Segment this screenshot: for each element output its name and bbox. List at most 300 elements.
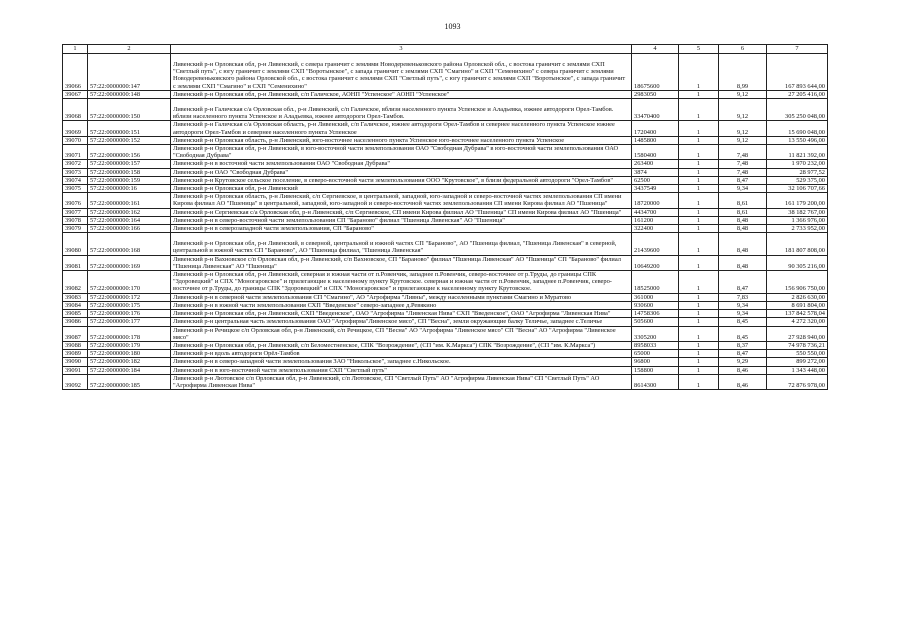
cadastral-number bbox=[88, 366, 171, 374]
cadastral-number-text: 57:22:0000000:148 bbox=[90, 90, 141, 98]
cadastral-value-sum-text: 156 906 750,00 bbox=[785, 285, 825, 293]
cadastral-value-sum-text: 2 733 952,00 bbox=[791, 225, 825, 233]
area-value bbox=[632, 293, 679, 301]
cadastral-number bbox=[88, 90, 171, 98]
row-number bbox=[63, 271, 88, 294]
cadastral-value-sum bbox=[767, 185, 828, 193]
table-row bbox=[63, 271, 828, 294]
row-number bbox=[63, 318, 88, 326]
rate-value-text: 8,47 bbox=[736, 285, 749, 293]
location-description-text: Ливенский р-н в южной части землепользования СХП "Введенское" северо-западнее д.Ревякино bbox=[173, 301, 437, 309]
column-5-value-text: 1 bbox=[696, 90, 701, 98]
area-value bbox=[632, 136, 679, 144]
location-description bbox=[171, 366, 632, 374]
location-description-text: Ливенский р-н в юго-восточной части землепользования СХП "Светлый путь" bbox=[173, 366, 387, 374]
location-description bbox=[171, 255, 632, 270]
location-description-text: Ливенский р-н центральная часть землепользования ОАО "Агрофирма"Ливенское мясо", СП "Весна", земли окружающие балку Теличье, западнее с.Теличье bbox=[173, 318, 603, 326]
cadastral-number bbox=[88, 358, 171, 366]
column-5-value bbox=[679, 208, 719, 216]
cadastral-value-sum-text: 32 106 707,66 bbox=[788, 185, 825, 193]
cadastral-value-sum bbox=[767, 366, 828, 374]
location-description-text: Ливенский р-н Орловская обл, р-н Ливенский, с/п Галичское, АОНП "Успенское" АОНП "Успенское" bbox=[173, 90, 450, 98]
row-number bbox=[63, 216, 88, 224]
column-5-value-text: 1 bbox=[696, 152, 701, 160]
cadastral-value-sum bbox=[767, 145, 828, 160]
row-number bbox=[63, 193, 88, 208]
location-description-text: Ливенский р-н Орловская обл, р-н Ливенский, северная и южная части от п.Ровенчик, западнее п.Ровенчик, северо-восточнее от р.Труды, до границы СПК "Здоровецкий" и СПХ "Моногаровское" и прилегающие к населенному пункту Крутовское. северная и южная части от п.Ровенчик, западнее п.Ровенчик, северо-восточнее от р.Труды, до границы СПК "Здоровецкий" и СПХ "Моногаровское" и прилегающие к населенному пункту Крутовское. bbox=[173, 271, 612, 293]
row-number bbox=[63, 160, 88, 168]
column-5-value-text: 1 bbox=[696, 285, 701, 293]
column-5-value-text: 1 bbox=[696, 208, 701, 216]
area-value bbox=[632, 366, 679, 374]
location-description bbox=[171, 293, 632, 301]
rate-value bbox=[719, 54, 767, 91]
row-number bbox=[63, 350, 88, 358]
cadastral-number-text: 57:22:0000000:179 bbox=[90, 341, 141, 349]
rate-value-text: 8,61 bbox=[736, 208, 749, 216]
column-5-value bbox=[679, 350, 719, 358]
cadastral-value-sum-text: 529 375,00 bbox=[796, 176, 825, 184]
area-value bbox=[632, 374, 679, 389]
rate-value-text: 9,34 bbox=[736, 310, 749, 318]
row-number bbox=[63, 54, 88, 91]
table-row bbox=[63, 350, 828, 358]
cadastral-value-sum-text: 74 978 736,21 bbox=[788, 341, 825, 349]
column-5-value bbox=[679, 185, 719, 193]
cadastral-value-sum bbox=[767, 358, 828, 366]
area-value-text: 158800 bbox=[634, 366, 654, 374]
table-row bbox=[63, 145, 828, 160]
location-description bbox=[171, 301, 632, 309]
rate-value-text: 9,29 bbox=[736, 358, 749, 366]
rate-value bbox=[719, 350, 767, 358]
location-description bbox=[171, 54, 632, 91]
column-header: 5 bbox=[679, 45, 719, 54]
column-5-value bbox=[679, 145, 719, 160]
area-value-text: 96800 bbox=[634, 358, 650, 366]
cadastral-number-text: 57:22:0000000:175 bbox=[90, 301, 141, 309]
location-description bbox=[171, 318, 632, 326]
table-row bbox=[63, 185, 828, 193]
row-number-text: 39066 bbox=[65, 82, 81, 90]
rate-value-text: 8,61 bbox=[736, 200, 749, 208]
rate-value-text: 8,99 bbox=[736, 82, 749, 90]
cadastral-value-sum bbox=[767, 99, 828, 121]
rate-value bbox=[719, 366, 767, 374]
table-row bbox=[63, 225, 828, 233]
cadastral-number-text: 57:22:0000000:172 bbox=[90, 293, 141, 301]
area-value-text: 8614300 bbox=[634, 381, 657, 389]
rate-value bbox=[719, 301, 767, 309]
row-number-text: 39080 bbox=[65, 247, 81, 255]
location-description-text: Ливенский р-н Орловская обл, р-н Ливенский, в северной, центральной и южной частях СП "Бараново", АО "Пшеница филиал, "Пшеница Ливенская" в северной, центральной и южной частях СП "Бараново", АО "Пшеница филиал, "Пшеница Ливенская" bbox=[173, 240, 617, 255]
row-number bbox=[63, 341, 88, 349]
cadastral-value-sum bbox=[767, 318, 828, 326]
cadastral-number bbox=[88, 160, 171, 168]
row-number-text: 39086 bbox=[65, 318, 81, 326]
rate-value-text: 8,48 bbox=[736, 247, 749, 255]
rate-value-text: 8,46 bbox=[736, 366, 749, 374]
row-number-text: 39071 bbox=[65, 152, 81, 160]
column-header: 4 bbox=[632, 45, 679, 54]
area-value-text: 65000 bbox=[634, 350, 650, 358]
row-number-text: 39085 bbox=[65, 310, 81, 318]
cadastral-number-text: 57:22:0000000:162 bbox=[90, 208, 141, 216]
area-value-text: 18720000 bbox=[634, 200, 660, 208]
row-number-text: 39087 bbox=[65, 333, 81, 341]
table-row bbox=[63, 326, 828, 341]
location-description-text: Ливенский р-н ОАО "Свободная Дубрава" bbox=[173, 168, 288, 176]
cadastral-value-sum bbox=[767, 350, 828, 358]
rate-value-text: 9,34 bbox=[736, 185, 749, 193]
column-5-value bbox=[679, 176, 719, 184]
rate-value bbox=[719, 271, 767, 294]
cadastral-number bbox=[88, 99, 171, 121]
row-number-text: 39092 bbox=[65, 381, 81, 389]
location-description-text: Ливенский р-н в восточной части землепользования ОАО "Свободная Дубрава" bbox=[173, 160, 390, 168]
cadastral-number-text: 57:22:0000000:161 bbox=[90, 200, 141, 208]
column-5-value bbox=[679, 271, 719, 294]
rate-value bbox=[719, 176, 767, 184]
location-description bbox=[171, 326, 632, 341]
cadastral-number bbox=[88, 341, 171, 349]
column-5-value-text: 1 bbox=[696, 350, 701, 358]
rate-value-text: 8,45 bbox=[736, 333, 749, 341]
cadastral-number bbox=[88, 121, 171, 136]
cadastral-value-sum-text: 72 876 978,00 bbox=[788, 381, 825, 389]
row-number-text: 39075 bbox=[65, 185, 81, 193]
cadastral-value-sum-text: 1 366 976,00 bbox=[791, 216, 825, 224]
column-5-value bbox=[679, 193, 719, 208]
rate-value bbox=[719, 374, 767, 389]
rate-value bbox=[719, 233, 767, 255]
row-number-text: 39076 bbox=[65, 200, 81, 208]
cadastral-number bbox=[88, 216, 171, 224]
column-5-value-text: 1 bbox=[696, 341, 701, 349]
area-value bbox=[632, 341, 679, 349]
location-description bbox=[171, 176, 632, 184]
rate-value bbox=[719, 225, 767, 233]
cadastral-number-text: 57:22:0000000:185 bbox=[90, 381, 141, 389]
table-body bbox=[63, 54, 828, 390]
area-value bbox=[632, 225, 679, 233]
table-row bbox=[63, 168, 828, 176]
cadastral-number bbox=[88, 255, 171, 270]
cadastral-number-text: 57:22:0000000:152 bbox=[90, 136, 141, 144]
location-description bbox=[171, 208, 632, 216]
cadastral-value-sum-text: 161 179 200,00 bbox=[785, 200, 825, 208]
area-value bbox=[632, 145, 679, 160]
cadastral-value-sum-text: 27 205 416,00 bbox=[788, 90, 825, 98]
cadastral-number bbox=[88, 54, 171, 91]
location-description-text: Ливенский р-н Крутовское сельское поселение, в северо-восточной части землепользования ООО "Крутовское", в близи федеральной автодороги "Орел-Тамбов" bbox=[173, 176, 613, 184]
table-header-row bbox=[63, 45, 828, 54]
cadastral-value-sum-text: 305 250 048,00 bbox=[785, 113, 825, 121]
cadastral-number-text: 57:22:0000000:164 bbox=[90, 216, 141, 224]
table-row bbox=[63, 341, 828, 349]
column-5-value-text: 1 bbox=[696, 113, 701, 121]
cadastral-number bbox=[88, 271, 171, 294]
area-value-text: 33470400 bbox=[634, 113, 660, 121]
cadastral-value-sum-text: 11 821 392,00 bbox=[788, 152, 825, 160]
table-row bbox=[63, 208, 828, 216]
area-value-text: 62500 bbox=[634, 176, 650, 184]
row-number-text: 39079 bbox=[65, 225, 81, 233]
row-number bbox=[63, 233, 88, 255]
column-5-value-text: 1 bbox=[696, 160, 701, 168]
rate-value-text: 8,45 bbox=[736, 318, 749, 326]
rate-value bbox=[719, 136, 767, 144]
rate-value-text: 7,48 bbox=[736, 168, 749, 176]
area-value bbox=[632, 208, 679, 216]
cadastral-number-text: 57:22:0000000:158 bbox=[90, 168, 141, 176]
location-description-text: Ливенский р-н вдоль автодороги Орёл-Тамбов bbox=[173, 350, 300, 358]
rate-value bbox=[719, 293, 767, 301]
cadastral-value-sum-text: 38 182 767,00 bbox=[788, 208, 825, 216]
column-5-value bbox=[679, 99, 719, 121]
column-5-value bbox=[679, 326, 719, 341]
cadastral-value-sum bbox=[767, 301, 828, 309]
column-5-value bbox=[679, 136, 719, 144]
cadastral-number-text: 57:22:0000000:166 bbox=[90, 225, 141, 233]
row-number-text: 39083 bbox=[65, 293, 81, 301]
cadastral-value-sum-text: 550 550,00 bbox=[796, 350, 825, 358]
column-5-value-text: 1 bbox=[696, 216, 701, 224]
rate-value bbox=[719, 326, 767, 341]
cadastral-value-sum-text: 137 842 578,04 bbox=[785, 310, 825, 318]
table-row bbox=[63, 54, 828, 91]
row-number bbox=[63, 366, 88, 374]
area-value bbox=[632, 99, 679, 121]
area-value bbox=[632, 176, 679, 184]
table-row bbox=[63, 90, 828, 98]
cadastral-number-text: 57:22:0000000:177 bbox=[90, 318, 141, 326]
rate-value-text: 9,34 bbox=[736, 301, 749, 309]
row-number-text: 39068 bbox=[65, 113, 81, 121]
row-number-text: 39073 bbox=[65, 168, 81, 176]
column-5-value bbox=[679, 358, 719, 366]
location-description-text: Ливенский р-н в северозападной части землепользования, СП "Бараново" bbox=[173, 225, 374, 233]
table-row bbox=[63, 121, 828, 136]
rate-value-text: 7,83 bbox=[736, 293, 749, 301]
column-5-value bbox=[679, 341, 719, 349]
cadastral-number bbox=[88, 326, 171, 341]
land-register-table bbox=[62, 44, 828, 390]
rate-value-text: 8,48 bbox=[736, 225, 749, 233]
column-5-value bbox=[679, 233, 719, 255]
cadastral-value-sum bbox=[767, 121, 828, 136]
rate-value bbox=[719, 358, 767, 366]
column-5-value-text: 1 bbox=[696, 358, 701, 366]
rate-value-text: 7,48 bbox=[736, 152, 749, 160]
location-description bbox=[171, 310, 632, 318]
area-value bbox=[632, 54, 679, 91]
area-value bbox=[632, 301, 679, 309]
cadastral-value-sum bbox=[767, 225, 828, 233]
row-number-text: 39069 bbox=[65, 128, 81, 136]
table-row bbox=[63, 293, 828, 301]
cadastral-number bbox=[88, 293, 171, 301]
location-description-text: Ливенский р-н Сергиевская с/а Орловская обл, р-н Ливенский, с/п Сергиевское, СП имени Кирова филиал АО "Пшеница" СП имени Кирова филиал АО "Пшеница" bbox=[173, 208, 622, 216]
cadastral-value-sum bbox=[767, 208, 828, 216]
rate-value bbox=[719, 168, 767, 176]
column-5-value bbox=[679, 160, 719, 168]
row-number-text: 39078 bbox=[65, 216, 81, 224]
row-number-text: 39091 bbox=[65, 366, 81, 374]
area-value bbox=[632, 350, 679, 358]
cadastral-value-sum-text: 1 970 232,00 bbox=[791, 160, 825, 168]
cadastral-number bbox=[88, 225, 171, 233]
row-number-text: 39077 bbox=[65, 208, 81, 216]
cadastral-value-sum bbox=[767, 271, 828, 294]
row-number bbox=[63, 326, 88, 341]
cadastral-value-sum-text: 15 690 048,00 bbox=[788, 128, 825, 136]
row-number-text: 39090 bbox=[65, 358, 81, 366]
cadastral-number-text: 57:22:0000000:159 bbox=[90, 176, 141, 184]
cadastral-number-text: 57:22:0000000:147 bbox=[90, 82, 141, 90]
rate-value-text: 9,12 bbox=[736, 90, 749, 98]
location-description bbox=[171, 216, 632, 224]
row-number bbox=[63, 374, 88, 389]
location-description bbox=[171, 341, 632, 349]
column-5-value-text: 1 bbox=[696, 185, 701, 193]
cadastral-number-text: 57:22:0000000:151 bbox=[90, 128, 141, 136]
row-number bbox=[63, 301, 88, 309]
area-value-text: 4434700 bbox=[634, 208, 657, 216]
cadastral-value-sum-text: 899 272,00 bbox=[796, 358, 825, 366]
row-number bbox=[63, 136, 88, 144]
cadastral-number-text: 57:22:0000000:176 bbox=[90, 310, 141, 318]
cadastral-number-text: 57:22:0000000:156 bbox=[90, 152, 141, 160]
cadastral-number-text: 57:22:0000000:169 bbox=[90, 262, 141, 270]
row-number bbox=[63, 225, 88, 233]
column-5-value bbox=[679, 225, 719, 233]
cadastral-number bbox=[88, 185, 171, 193]
cadastral-number bbox=[88, 208, 171, 216]
rate-value-text: 8,48 bbox=[736, 262, 749, 270]
row-number bbox=[63, 185, 88, 193]
row-number bbox=[63, 293, 88, 301]
location-description bbox=[171, 121, 632, 136]
rate-value-text: 8,46 bbox=[736, 381, 749, 389]
location-description bbox=[171, 225, 632, 233]
rate-value bbox=[719, 99, 767, 121]
rate-value-text: 9,12 bbox=[736, 113, 749, 121]
rate-value bbox=[719, 216, 767, 224]
column-header: 3 bbox=[171, 45, 632, 54]
area-value-text: 18675600 bbox=[634, 82, 660, 90]
cadastral-value-sum-text: 4 272 320,00 bbox=[791, 318, 825, 326]
location-description bbox=[171, 145, 632, 160]
row-number-text: 39074 bbox=[65, 176, 81, 184]
cadastral-value-sum-text: 167 893 644,00 bbox=[785, 82, 825, 90]
cadastral-number bbox=[88, 176, 171, 184]
rate-value bbox=[719, 185, 767, 193]
cadastral-value-sum bbox=[767, 176, 828, 184]
table-row bbox=[63, 374, 828, 389]
column-5-value bbox=[679, 318, 719, 326]
area-value bbox=[632, 358, 679, 366]
table-row bbox=[63, 99, 828, 121]
table-row bbox=[63, 366, 828, 374]
rate-value bbox=[719, 90, 767, 98]
area-value bbox=[632, 168, 679, 176]
cadastral-value-sum bbox=[767, 326, 828, 341]
column-5-value-text: 1 bbox=[696, 225, 701, 233]
table-row bbox=[63, 193, 828, 208]
cadastral-value-sum bbox=[767, 90, 828, 98]
cadastral-value-sum bbox=[767, 341, 828, 349]
area-value-text: 1580400 bbox=[634, 152, 657, 160]
cadastral-number-text: 57:22:0000000:150 bbox=[90, 113, 141, 121]
cadastral-value-sum-text: 2 826 630,00 bbox=[791, 293, 825, 301]
area-value-text: 18525000 bbox=[634, 285, 660, 293]
area-value-text: 361000 bbox=[634, 293, 654, 301]
cadastral-number bbox=[88, 350, 171, 358]
cadastral-number bbox=[88, 136, 171, 144]
area-value bbox=[632, 233, 679, 255]
row-number bbox=[63, 208, 88, 216]
cadastral-value-sum bbox=[767, 216, 828, 224]
location-description-text: Ливенский р-н в северной части землепользования СП "Смагино", АО "Агрофирма "Ливны", между населенными пунктами Смагино и Муратово bbox=[173, 293, 572, 301]
area-value-text: 10649200 bbox=[634, 262, 660, 270]
rate-value bbox=[719, 208, 767, 216]
location-description bbox=[171, 374, 632, 389]
location-description bbox=[171, 90, 632, 98]
location-description-text: Ливенский р-н Речицкое с/п Орловская обл, р-н Ливенский, с/п Речицкое, СП "Весна" АО "Агрофирма "Ливенское мясо" СП "Весна" АО "Агрофирма "Ливенское мясо" bbox=[173, 326, 616, 341]
column-5-value-text: 1 bbox=[696, 381, 701, 389]
rate-value bbox=[719, 145, 767, 160]
area-value bbox=[632, 160, 679, 168]
cadastral-number bbox=[88, 193, 171, 208]
column-5-value-text: 1 bbox=[696, 333, 701, 341]
cadastral-number bbox=[88, 318, 171, 326]
area-value bbox=[632, 193, 679, 208]
table-row bbox=[63, 176, 828, 184]
column-5-value bbox=[679, 121, 719, 136]
location-description bbox=[171, 271, 632, 294]
cadastral-value-sum-text: 90 305 216,00 bbox=[788, 262, 825, 270]
rate-value-text: 8,47 bbox=[736, 350, 749, 358]
row-number bbox=[63, 121, 88, 136]
location-description bbox=[171, 185, 632, 193]
cadastral-number bbox=[88, 145, 171, 160]
area-value-text: 2983050 bbox=[634, 90, 657, 98]
column-5-value-text: 1 bbox=[696, 262, 701, 270]
location-description bbox=[171, 350, 632, 358]
cadastral-number bbox=[88, 168, 171, 176]
column-5-value-text: 1 bbox=[696, 293, 701, 301]
cadastral-value-sum bbox=[767, 168, 828, 176]
row-number bbox=[63, 255, 88, 270]
cadastral-value-sum bbox=[767, 293, 828, 301]
cadastral-number-text: 57:22:0000000:180 bbox=[90, 350, 141, 358]
cadastral-value-sum bbox=[767, 255, 828, 270]
cadastral-number-text: 57:22:0000000:178 bbox=[90, 333, 141, 341]
area-value bbox=[632, 185, 679, 193]
row-number bbox=[63, 99, 88, 121]
row-number-text: 39067 bbox=[65, 90, 81, 98]
area-value-text: 322400 bbox=[634, 225, 654, 233]
location-description bbox=[171, 99, 632, 121]
cadastral-number bbox=[88, 233, 171, 255]
row-number-text: 39084 bbox=[65, 301, 81, 309]
row-number-text: 39088 bbox=[65, 341, 81, 349]
location-description-text: Ливенский р-н Лютовское с/п Орловская обл, р-н Ливенский, с/п Лютовское, СП "Светлый Путь" АО "Агрофирма Ливенская Нива" СП "Светлый Путь" АО "Агрофирма Ливенская Нива" bbox=[173, 374, 600, 389]
location-description-text: Ливенский р-н Орловская область, р-н Ливенский, юго-восточнее населенного пункта Успенское юго-восточнее населенного пункта Успенское bbox=[173, 136, 565, 144]
area-value-text: 21439600 bbox=[634, 247, 660, 255]
cadastral-value-sum bbox=[767, 310, 828, 318]
